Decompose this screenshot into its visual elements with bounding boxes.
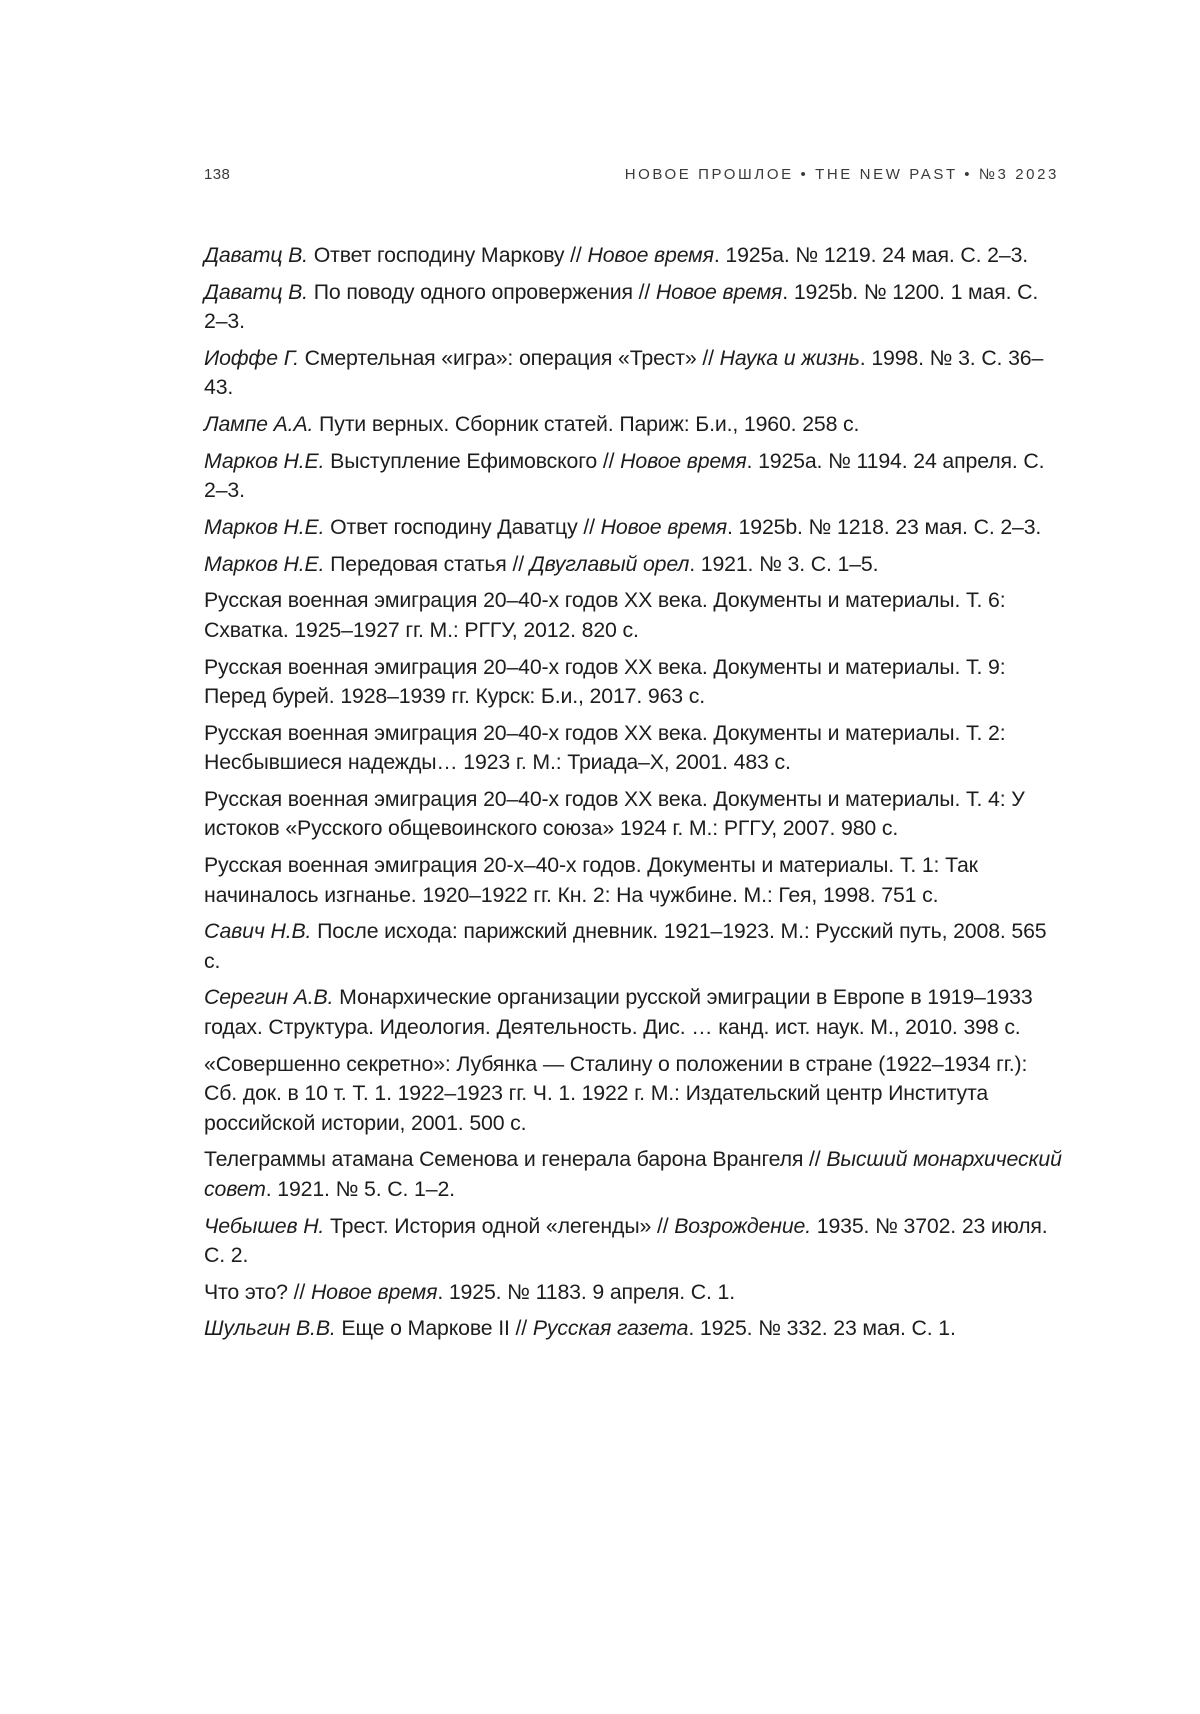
reference-text: Ответ господину Маркову // — [307, 243, 588, 267]
reference-details: . 1925. № 1183. 9 апреля. С. 1. — [437, 1279, 736, 1304]
reference-source: Новое время — [655, 279, 783, 304]
reference-author: Даватц В. — [204, 243, 308, 267]
reference-details: . 1925a. № 1194. 24 апреля. С. 2–3. — [204, 448, 1045, 503]
reference-text: Передовая статья // — [324, 551, 530, 576]
reference-author: Чебышев Н. — [204, 1213, 325, 1238]
reference-entry — [204, 586, 1062, 645]
reference-entry — [204, 983, 1062, 1042]
reference-author: Серегин А.В. — [204, 985, 334, 1010]
reference-text: Русская военная эмиграция 20–40-х годов XX века. Документы и материалы. Т. 2: Несбывшиеся надежды… 1923 г. М.: Триада–Х, 2001. 483 с. — [204, 720, 1006, 775]
reference-entry — [204, 241, 1062, 271]
reference-entry — [204, 1314, 1062, 1344]
reference-source: Русская газета — [532, 1316, 689, 1341]
reference-text: Смертельная «игра»: операция «Трест» // — [298, 345, 720, 370]
reference-entry — [204, 410, 1062, 440]
reference-entry — [204, 1145, 1062, 1204]
reference-author: Шульгин В.В. — [204, 1316, 336, 1341]
reference-source: Наука и жизнь — [719, 345, 860, 370]
reference-list — [204, 241, 1062, 1351]
reference-text: Русская военная эмиграция 20-х–40-х годов. Документы и материалы. Т. 1: Так начиналось изгнанье. 1920–1922 гг. Кн. 2: На чужбине. М.: Гея, 1998. 751 с. — [204, 853, 978, 907]
reference-details: . 1921. № 5. С. 1–2. — [265, 1176, 455, 1201]
reference-details: . 1925a. № 1219. 24 мая. С. 2–3. — [713, 243, 1029, 267]
reference-source: Новое время — [600, 514, 728, 539]
running-head — [204, 166, 1059, 190]
reference-text: Выступление Ефимовского // — [324, 448, 621, 473]
reference-source: Новое время — [620, 448, 747, 473]
reference-entry — [204, 851, 1062, 910]
reference-text: После исхода: парижский дневник. 1921–1923. М.: Русский путь, 2008. 565 с. — [204, 919, 1047, 973]
reference-text: Пути верных. Сборник статей. Париж: Б.и., 1960. 258 с. — [313, 412, 860, 437]
reference-text: Русская военная эмиграция 20–40-х годов XX века. Документы и материалы. Т. 4: У истоков «Русского общевоинского союза» 1924 г. М.: РГГУ, 2007. 980 с. — [204, 786, 1025, 841]
reference-details: . 1925b. № 1218. 23 мая. С. 2–3. — [727, 514, 1042, 539]
reference-text: Русская военная эмиграция 20–40-х годов XX века. Документы и материалы. Т. 6: Схватка. 1925–1927 гг. М.: РГГУ, 2012. 820 с. — [204, 588, 1006, 642]
reference-text: Еще о Маркове II // — [335, 1316, 533, 1341]
reference-details: . 1921. № 3. С. 1–5. — [689, 551, 879, 576]
reference-entry — [204, 344, 1062, 403]
reference-entry — [204, 653, 1062, 712]
reference-author: Марков Н.Е. — [204, 448, 325, 473]
journal-title: НОВОЕ ПРОШЛОЕ • THE NEW PAST • №3 2023 — [624, 166, 1059, 183]
reference-text: Трест. История одной «легенды» // — [324, 1213, 675, 1238]
reference-entry — [204, 447, 1062, 506]
reference-text: «Совершенно секретно»: Лубянка — Сталину о положении в стране (1922–1934 гг.): Сб. док. в 10 т. Т. 1. 1922–1923 гг. Ч. 1. 1922 г. М.: Издательский центр Института российской истории, 2001. 500 с. — [204, 1051, 1028, 1135]
reference-author: Даватц В. — [204, 279, 308, 304]
reference-details: 1935. № 3702. 23 июля. С. 2. — [204, 1213, 1048, 1267]
reference-details: . 1925. № 332. 23 мая. С. 1. — [688, 1316, 956, 1341]
reference-text: Что это? // — [204, 1279, 311, 1304]
reference-entry — [204, 1278, 1062, 1308]
reference-details: . 1998. № 3. С. 36–43. — [204, 345, 1044, 400]
reference-text: Ответ господину Даватцу // — [324, 514, 601, 539]
reference-entry — [204, 917, 1062, 976]
reference-entry — [204, 1050, 1062, 1139]
reference-source: Возрождение. — [674, 1213, 811, 1238]
reference-text: Русская военная эмиграция 20–40-х годов XX века. Документы и материалы. Т. 9: Перед бурей. 1928–1939 гг. Курск: Б.и., 2017. 963 с. — [204, 654, 1006, 708]
reference-source: Новое время — [310, 1279, 438, 1304]
reference-author: Марков Н.Е. — [204, 551, 325, 576]
reference-entry — [204, 513, 1062, 543]
page-number: 138 — [204, 166, 231, 183]
reference-text: Телеграммы атамана Семенова и генерала барона Врангеля // — [204, 1147, 827, 1172]
reference-source: Высший монархический совет — [204, 1147, 1062, 1201]
reference-author: Лампе А.А. — [204, 412, 314, 437]
reference-entry — [204, 278, 1062, 337]
reference-entry — [204, 550, 1062, 580]
reference-source: Двуглавый орел — [529, 551, 690, 576]
reference-entry — [204, 719, 1062, 778]
reference-text: По поводу одного опровержения // — [307, 279, 656, 304]
reference-source: Новое время — [587, 243, 714, 267]
reference-entry — [204, 1212, 1062, 1271]
reference-details: . 1925b. № 1200. 1 мая. С. 2–3. — [204, 279, 1039, 334]
reference-author: Савич Н.В. — [204, 919, 312, 944]
reference-text: Монархические организации русской эмиграции в Европе в 1919–1933 годах. Структура. Идеология. Деятельность. Дис. … канд. ист. наук. М., 2010. 398 с. — [204, 985, 1033, 1039]
reference-entry — [204, 785, 1062, 844]
reference-author: Марков Н.Е. — [204, 514, 325, 539]
reference-author: Иоффе Г. — [204, 345, 299, 370]
